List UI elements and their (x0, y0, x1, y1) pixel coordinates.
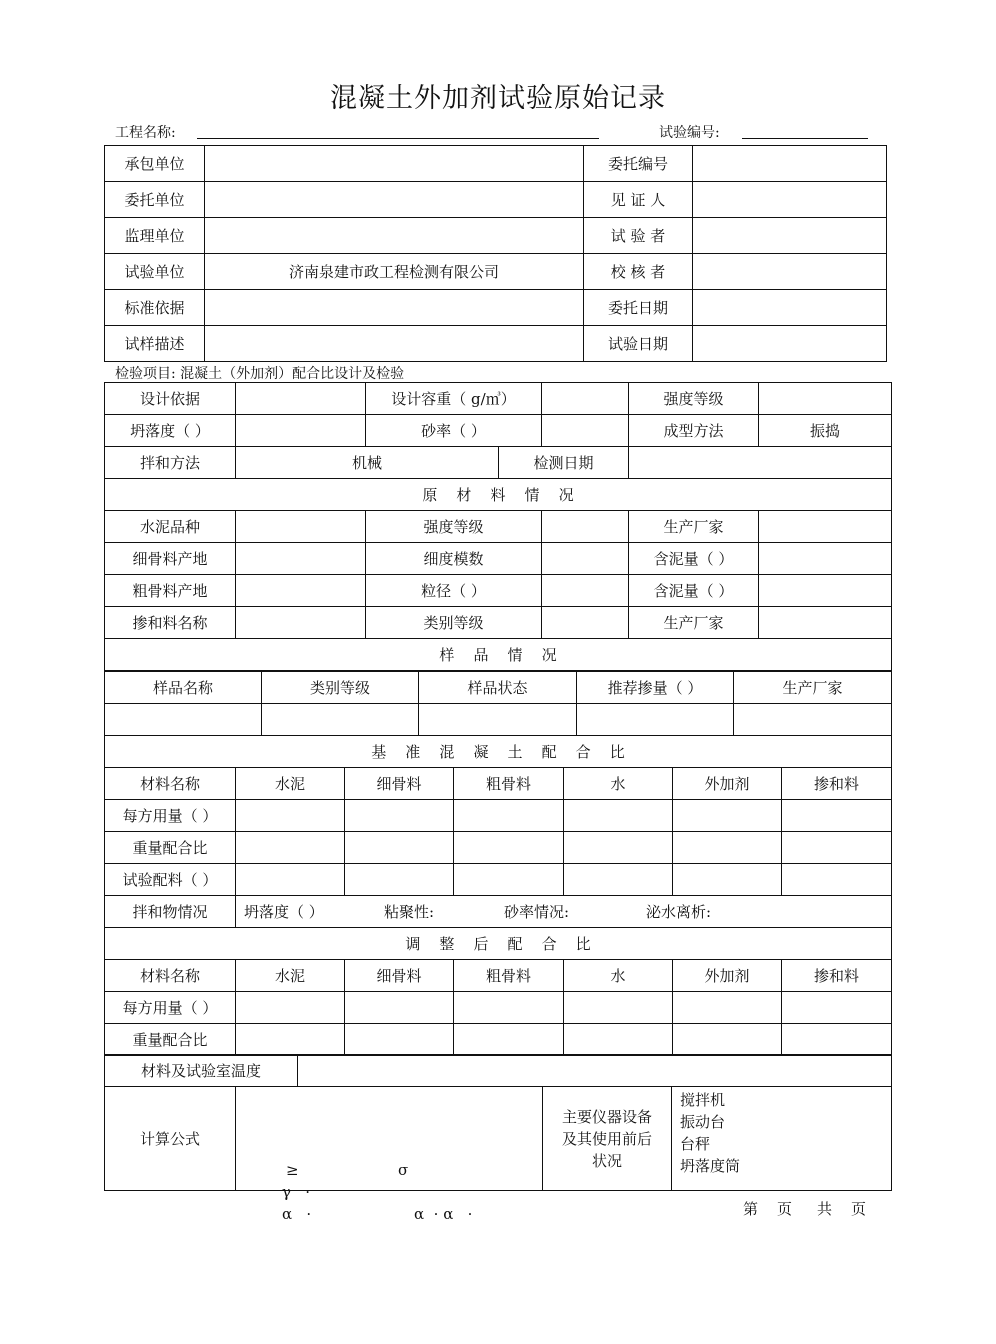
info-row (105, 146, 887, 182)
material-name-header: 材料名称 (105, 768, 236, 800)
additive-header: 外加剂 (673, 768, 782, 800)
adj-weight-ratio-label: 重量配合比 (105, 1024, 236, 1056)
contractor-field[interactable] (205, 146, 584, 182)
info-row (105, 326, 887, 362)
cell[interactable] (564, 832, 673, 864)
cell[interactable] (454, 1024, 564, 1056)
admixture-maker-label: 生产厂家 (629, 607, 759, 639)
mixture-details (236, 896, 892, 928)
table-row (105, 1024, 892, 1056)
table-row (105, 960, 892, 992)
coarse-agg-origin-label: 粗骨料产地 (105, 575, 236, 607)
strength-grade-label: 强度等级 (629, 383, 759, 415)
sample-table (104, 671, 892, 736)
mixture-cohesion[interactable]: 粘聚性: (384, 903, 435, 921)
design-density-field[interactable] (542, 383, 629, 415)
cell[interactable] (673, 864, 782, 896)
total-unit: 页 (851, 1200, 867, 1218)
particle-size-field[interactable] (542, 575, 629, 607)
admixture-header: 掺和料 (782, 768, 892, 800)
client-field[interactable] (205, 182, 584, 218)
info-row (105, 218, 887, 254)
fineness-label: 细度模数 (366, 543, 542, 575)
equipment-label-line: 状况 (591, 1151, 622, 1170)
table-row (105, 543, 892, 575)
cell[interactable] (236, 992, 345, 1024)
cell[interactable] (782, 864, 892, 896)
page-title: 混凝土外加剂试验原始记录 (330, 83, 666, 114)
mixing-method-value[interactable]: 机械 (236, 447, 499, 479)
sigma-symbol: σ (398, 1160, 409, 1179)
equipment-item: 搅拌机 (680, 1091, 726, 1109)
cell[interactable] (236, 1024, 345, 1056)
water-header: 水 (564, 768, 673, 800)
lab-field[interactable]: 济南泉建市政工程检测有限公司 (205, 254, 584, 290)
forming-method-value[interactable]: 振捣 (759, 415, 892, 447)
cell[interactable] (454, 832, 564, 864)
checker-label: 校 核 者 (584, 254, 693, 290)
cell[interactable] (564, 864, 673, 896)
cell[interactable] (345, 1024, 454, 1056)
cell[interactable] (673, 1024, 782, 1056)
adj-coarse-agg-header: 粗骨料 (454, 960, 564, 992)
design-basis-field[interactable] (236, 383, 366, 415)
entrust-no-label: 委托编号 (584, 146, 693, 182)
tester-field[interactable] (693, 218, 887, 254)
adj-cement-header: 水泥 (236, 960, 345, 992)
cement-type-field[interactable] (236, 511, 366, 543)
sample-name-header: 样品名称 (105, 672, 262, 704)
calc-table (104, 1086, 892, 1223)
design-density-label: 设计容重（ g/㎥） (366, 383, 542, 415)
mixture-label: 拌和物情况 (105, 896, 236, 928)
design-basis-label: 设计依据 (105, 383, 236, 415)
admixture-name-field[interactable] (236, 607, 366, 639)
cement-maker-field[interactable] (759, 511, 892, 543)
cement-grade-field[interactable] (542, 511, 629, 543)
equipment-label-line: 主要仪器设备 (561, 1107, 652, 1126)
slump-label: 坍落度（ ） (105, 415, 236, 447)
cell[interactable] (236, 800, 345, 832)
cement-type-label: 水泥品种 (105, 511, 236, 543)
mixture-sand[interactable]: 砂率情况: (504, 903, 570, 921)
table-row (105, 672, 892, 704)
equipment-item: 振动台 (680, 1113, 726, 1131)
info-row (105, 290, 887, 326)
cell[interactable] (345, 864, 454, 896)
info-table (104, 145, 887, 362)
sample-name-field[interactable] (105, 704, 262, 736)
supervisor-label: 监理单位 (105, 218, 205, 254)
adj-per-m3-label: 每方用量（ ） (105, 992, 236, 1024)
table-row (105, 511, 892, 543)
cell[interactable] (782, 1024, 892, 1056)
test-date-field[interactable] (693, 326, 887, 362)
cell[interactable] (782, 992, 892, 1024)
cement-header: 水泥 (236, 768, 345, 800)
fineness-field[interactable] (542, 543, 629, 575)
table-row (105, 575, 892, 607)
entrust-date-field[interactable] (693, 290, 887, 326)
sample-desc-field[interactable] (205, 326, 584, 362)
sample-maker-header: 生产厂家 (734, 672, 892, 704)
table-row (105, 768, 892, 800)
checker-field[interactable] (693, 254, 887, 290)
admixture-name-label: 掺和料名称 (105, 607, 236, 639)
fine-agg-origin-label: 细骨料产地 (105, 543, 236, 575)
check-item: 检验项目: 混凝土（外加剂）配合比设计及检验 (115, 366, 405, 382)
table-row (105, 992, 892, 1024)
witness-label: 见 证 人 (584, 182, 693, 218)
cell[interactable] (345, 992, 454, 1024)
table-row (105, 896, 892, 928)
mixture-bleed[interactable]: 泌水离析: (646, 903, 712, 921)
cell[interactable] (564, 1024, 673, 1056)
table-row (105, 832, 892, 864)
temperature-label: 材料及试验室温度 (105, 1055, 298, 1087)
adj-fine-agg-header: 细骨料 (345, 960, 454, 992)
detect-date-label: 检测日期 (499, 447, 629, 479)
entrust-date-label: 委托日期 (584, 290, 693, 326)
gte-symbol: ≥ (286, 1160, 299, 1179)
particle-size-label: 粒径（ ） (366, 575, 542, 607)
cell[interactable] (673, 832, 782, 864)
cell[interactable] (454, 864, 564, 896)
sample-maker-field[interactable] (734, 704, 892, 736)
mixture-slump[interactable]: 坍落度（ ） (244, 903, 324, 921)
fine-agg-header: 细骨料 (345, 768, 454, 800)
table-row (105, 607, 892, 639)
admixture-maker-field[interactable] (759, 607, 892, 639)
slump-field[interactable] (236, 415, 366, 447)
gamma-symbol: γ · (282, 1182, 311, 1201)
info-row (105, 182, 887, 218)
page-unit: 页 (777, 1200, 793, 1218)
cell[interactable] (564, 800, 673, 832)
sample-dosage-header: 推荐掺量（ ） (577, 672, 734, 704)
project-name-field[interactable] (197, 138, 599, 139)
trial-batch-label: 试验配料（ ） (105, 864, 236, 896)
strength-grade-field[interactable] (759, 383, 892, 415)
lab-label: 试验单位 (105, 254, 205, 290)
project-name-label: 工程名称: (115, 125, 176, 141)
cell[interactable] (564, 992, 673, 1024)
table-row (105, 800, 892, 832)
adj-additive-header: 外加剂 (673, 960, 782, 992)
sample-dosage-field[interactable] (577, 704, 734, 736)
cell[interactable] (673, 992, 782, 1024)
sand-ratio-field[interactable] (542, 415, 629, 447)
coarse-mud-field[interactable] (759, 575, 892, 607)
sample-grade-header: 类别等级 (262, 672, 419, 704)
fine-agg-origin-field[interactable] (236, 543, 366, 575)
fine-mud-label: 含泥量（ ） (629, 543, 759, 575)
sample-desc-label: 试样描述 (105, 326, 205, 362)
entrust-no-field[interactable] (693, 146, 887, 182)
admixture-grade-field[interactable] (542, 607, 629, 639)
table-row (105, 704, 892, 736)
raw-materials-section: 原 材 料 情 况 (105, 479, 892, 511)
sample-section: 样 品 情 况 (105, 639, 892, 671)
base-mix-section: 基 准 混 凝 土 配 合 比 (105, 736, 892, 768)
test-no-field[interactable] (742, 138, 868, 139)
supervisor-field[interactable] (205, 218, 584, 254)
admixture-grade-label: 类别等级 (366, 607, 542, 639)
sand-ratio-label: 砂率（ ） (366, 415, 542, 447)
adjusted-mix-section: 调 整 后 配 合 比 (105, 928, 892, 960)
coarse-agg-origin-field[interactable] (236, 575, 366, 607)
equipment-label-line: 及其使用前后 (561, 1129, 652, 1148)
weight-ratio-label: 重量配合比 (105, 832, 236, 864)
fine-mud-field[interactable] (759, 543, 892, 575)
calc-formula-area[interactable] (236, 1087, 543, 1223)
calc-label: 计算公式 (105, 1087, 236, 1191)
tester-label: 试 验 者 (584, 218, 693, 254)
adj-water-header: 水 (564, 960, 673, 992)
cell[interactable] (782, 800, 892, 832)
mixing-method-label: 拌和方法 (105, 447, 236, 479)
adj-admixture-header: 掺和料 (782, 960, 892, 992)
test-no-label: 试验编号: (659, 125, 720, 141)
cell[interactable] (236, 864, 345, 896)
page-label: 第 (743, 1200, 759, 1218)
forming-method-label: 成型方法 (629, 415, 759, 447)
alpha-alpha-symbol: α · α · (414, 1204, 473, 1223)
equipment-item: 台秤 (680, 1135, 711, 1153)
witness-field[interactable] (693, 182, 887, 218)
per-m3-label: 每方用量（ ） (105, 800, 236, 832)
alpha-symbol: α · (282, 1204, 312, 1223)
contractor-label: 承包单位 (105, 146, 205, 182)
cement-maker-label: 生产厂家 (629, 511, 759, 543)
sample-state-field[interactable] (419, 704, 577, 736)
coarse-mud-label: 含泥量（ ） (629, 575, 759, 607)
temperature-table (104, 1054, 892, 1087)
sample-state-header: 样品状态 (419, 672, 577, 704)
cell[interactable] (454, 992, 564, 1024)
coarse-agg-header: 粗骨料 (454, 768, 564, 800)
adj-material-name-header: 材料名称 (105, 960, 236, 992)
cell[interactable] (345, 800, 454, 832)
cell[interactable] (782, 832, 892, 864)
cell[interactable] (454, 800, 564, 832)
equipment-item: 坍落度筒 (680, 1157, 741, 1175)
client-label: 委托单位 (105, 182, 205, 218)
standard-label: 标准依据 (105, 290, 205, 326)
total-label: 共 (817, 1200, 833, 1218)
detect-date-field[interactable] (629, 447, 892, 479)
cell[interactable] (345, 832, 454, 864)
equipment-list (672, 1087, 892, 1191)
sample-grade-field[interactable] (262, 704, 419, 736)
test-date-label: 试验日期 (584, 326, 693, 362)
cell[interactable] (236, 832, 345, 864)
cell[interactable] (673, 800, 782, 832)
cement-grade-label: 强度等级 (366, 511, 542, 543)
design-table (104, 382, 892, 671)
table-row (105, 864, 892, 896)
info-row (105, 254, 887, 290)
standard-field[interactable] (205, 290, 584, 326)
equipment-label (543, 1087, 672, 1191)
base-mix-table (104, 735, 892, 1056)
temperature-field[interactable] (298, 1055, 892, 1087)
